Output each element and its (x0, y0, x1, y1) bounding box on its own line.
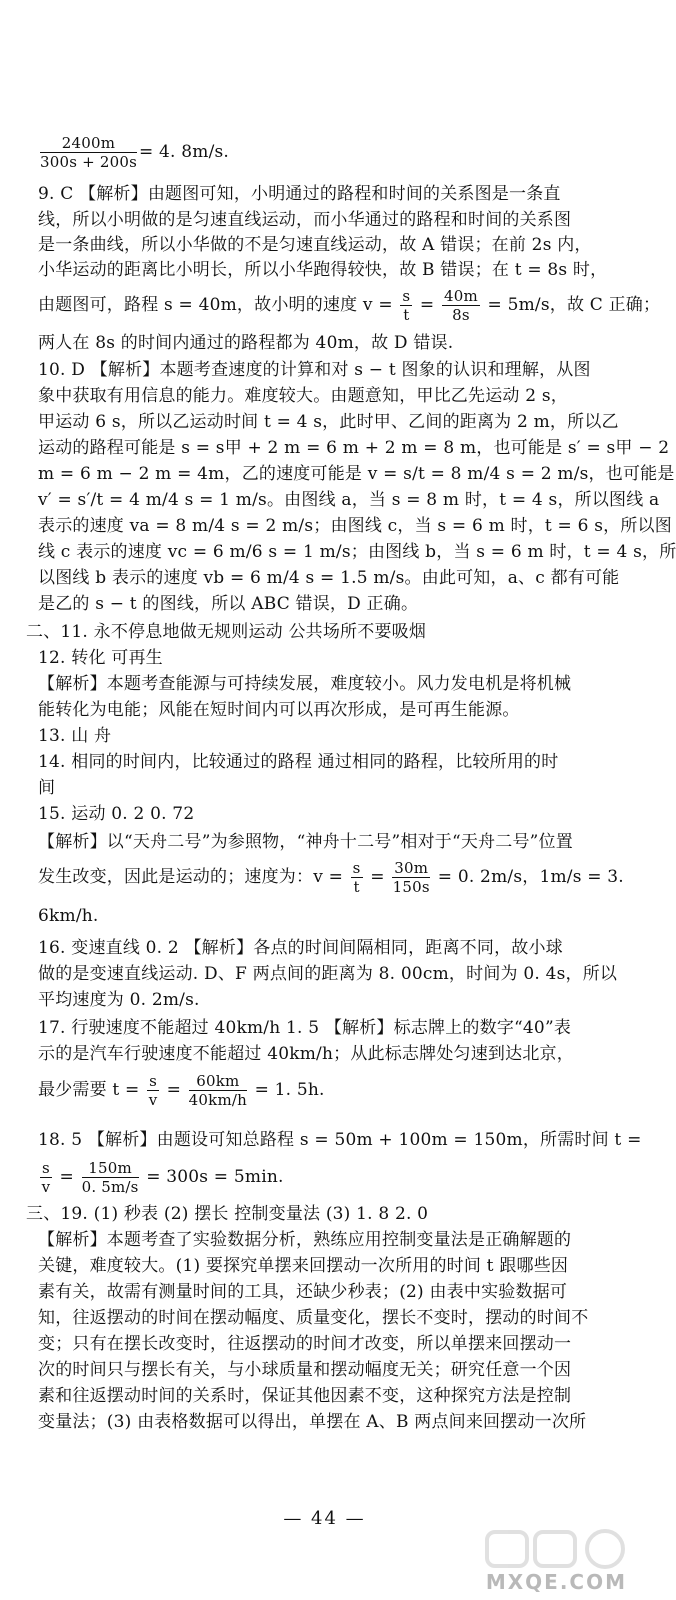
answer-10-line-3: 甲运动 6 s，所以乙运动时间 t = 4 s，此时甲、乙间的距离为 2 m，所以乙 (38, 412, 619, 432)
answer-9-line-6: 两人在 8s 的时间内通过的路程都为 40m，故 D 错误. (38, 333, 454, 353)
answer-16-line-1: 16. 变速直线 0. 2 【解析】各点的时间间隔相同，距离不同，故小球 (38, 938, 563, 958)
answer-16-line-2: 做的是变速直线运动. D、F 两点间的距离为 8. 00cm，时间为 0. 4s，所以 (38, 964, 618, 984)
answer-17-line-1: 17. 行驶速度不能超过 40km/h 1. 5 【解析】标志牌上的数字“40”表 (38, 1018, 572, 1038)
fraction: $\frac{s}{v}$ (148, 1072, 158, 1109)
watermark-text: MXQE.COM (485, 1570, 627, 1594)
answer-10-line-10: 是乙的 s − t 的图线，所以 ABC 错误，D 正确。 (38, 594, 419, 614)
answer-15: 15. 运动 0. 2 0. 72 (38, 804, 195, 824)
answer-9-line-4: 小华运动的距离比小明长，所以小华跑得较快，故 B 错误；在 t = 8s 时， (38, 260, 608, 280)
answer-12-analysis-line-2: 能转化为电能；风能在短时间内可以再次形成，是可再生能源。 (38, 700, 520, 720)
fraction: $\frac{s}{v}$ (41, 1159, 51, 1196)
answer-18-line-1: 18. 5 【解析】由题设可知总路程 s = 50m + 100m = 150m，所需时间 t = (38, 1130, 642, 1150)
answer-16-line-3: 平均速度为 0. 2m/s. (38, 990, 200, 1010)
answer-19-analysis-line-1: 【解析】本题考查了实验数据分析，熟练应用控制变量法是正确解题的 (38, 1230, 572, 1250)
answer-13: 13. 山 舟 (38, 726, 112, 746)
answer-17-line-2: 示的是汽车行驶速度不能超过 40km/h；从此标志牌处匀速到达北京， (38, 1044, 574, 1064)
answer-19-analysis-line-8: 变量法；(3) 由表格数据可以得出，单摆在 A、B 两点间来回摆动一次所 (38, 1412, 587, 1432)
answer-14-line-2: 间 (38, 778, 56, 798)
answer-14-line-1: 14. 相同的时间内，比较通过的路程 通过相同的路程，比较所用的时 (38, 752, 559, 772)
answer-19-analysis-line-2: 关键，难度较大。(1) 要探究单摆来回摆动一次所用的时间 t 跟哪些因 (38, 1256, 569, 1276)
page-number: — 44 — (283, 1508, 366, 1529)
answer-19-analysis-line-5: 变；只有在摆长改变时，往返摆动的时间才改变，所以单摆来回摆动一 (38, 1334, 572, 1354)
answer-9-line-3: 是一条曲线，所以小华做的不是匀速直线运动，故 A 错误；在前 2s 内， (38, 235, 592, 255)
fraction: $\frac{s}{t}$ (352, 859, 361, 896)
answer-10-line-6: v′ = s′/t = 4 m/4 s = 1 m/s。由图线 a，当 s = 8 m 时，t = 4 s，所以图线 a (38, 490, 660, 510)
answer-10-line-8: 线 c 表示的速度 vc = 6 m/6 s = 1 m/s；由图线 b，当 s = 6 m 时，t = 4 s，所 (38, 542, 676, 562)
answer-15-analysis-line-3: 6km/h. (38, 906, 99, 926)
fraction: $\frac{s}{t}$ (402, 287, 411, 324)
answer-19-analysis-line-3: 素有关，故需有测量时间的工具，还缺少秒表；(2) 由表中实验数据可 (38, 1282, 568, 1302)
answer-19-analysis-line-4: 知，往返摆动的时间在摆动幅度、质量变化，摆长不变时，摆动的时间不 (38, 1308, 589, 1328)
line-speed-result: $\frac{2400m}{300s + 200s}$ = 4. 8m/s. (40, 134, 230, 171)
answer-10-line-1: 10. D 【解析】本题考查速度的计算和对 s − t 图象的认识和理解，从图 (38, 360, 591, 380)
answer-10-line-2: 象中获取有用信息的能力。难度较大。由题意知，甲比乙先运动 2 s， (38, 386, 568, 406)
fraction: $\frac{2400m}{300s + 200s}$ (40, 134, 137, 171)
answer-9-line-1: 9. C 【解析】由题图可知，小明通过的路程和时间的关系图是一条直 (38, 184, 561, 204)
answer-15-analysis-line-2: 发生改变，因此是运动的；速度为：v = $\frac{s}{t}$ = $\frac{30m}{150s}$ = 0. 2m/s，1m/s = 3. (38, 859, 624, 896)
answer-12-analysis-line-1: 【解析】本题考查能源与可持续发展，难度较小。风力发电机是将机械 (38, 674, 572, 694)
fraction: $\frac{150m}{0. 5m/s}$ (81, 1159, 139, 1196)
answer-18-line-2: $\frac{s}{v}$ = $\frac{150m}{0. 5m/s}$ = 300s = 5min. (41, 1159, 284, 1196)
section-3-answer-19: 三、19. (1) 秒表 (2) 摆长 控制变量法 (3) 1. 8 2. 0 (26, 1204, 429, 1224)
answer-10-line-7: 表示的速度 va = 8 m/4 s = 2 m/s；由图线 c，当 s = 6 m 时，t = 6 s，所以图 (38, 516, 672, 536)
fraction: $\frac{30m}{150s}$ (392, 859, 430, 896)
answer-10-line-5: m = 6 m − 2 m = 4m，乙的速度可能是 v = s/t = 8 m/4 s = 2 m/s，也可能是 (38, 464, 675, 484)
fraction: $\frac{40m}{8s}$ (443, 287, 478, 324)
answer-12: 12. 转化 可再生 (38, 648, 163, 668)
answer-9-line-2: 线，所以小明做的是匀速直线运动，而小华通过的路程和时间的关系图 (38, 210, 572, 230)
answer-10-line-4: 运动的路程可能是 s = s甲 + 2 m = 6 m + 2 m = 8 m，也可能是 s′ = s甲 − 2 (38, 438, 670, 458)
answer-15-analysis-line-1: 【解析】以“天舟二号”为参照物，“神舟十二号”相对于“天舟二号”位置 (38, 832, 573, 852)
answer-19-analysis-line-6: 次的时间只与摆长有关，与小球质量和摆动幅度无关；研究任意一个因 (38, 1360, 572, 1380)
answer-9-line-5: 由题图可，路程 s = 40m，故小明的速度 v = $\frac{s}{t}$ = $\frac{40m}{8s}$ = 5m/s，故 C 正确； (38, 287, 661, 324)
answer-10-line-9: 以图线 b 表示的速度 vb = 6 m/4 s = 1.5 m/s。由此可知，a、c 都有可能 (38, 568, 620, 588)
fraction: $\frac{60km}{40km/h}$ (188, 1072, 247, 1109)
answer-19-analysis-line-7: 素和往返摆动时间的关系时，保证其他因素不变，这种探究方法是控制 (38, 1386, 572, 1406)
answer-17-line-3: 最少需要 t = $\frac{s}{v}$ = $\frac{60km}{40km/h}$ = 1. 5h. (38, 1072, 325, 1109)
section-2-answer-11: 二、11. 永不停息地做无规则运动 公共场所不要吸烟 (26, 622, 427, 642)
